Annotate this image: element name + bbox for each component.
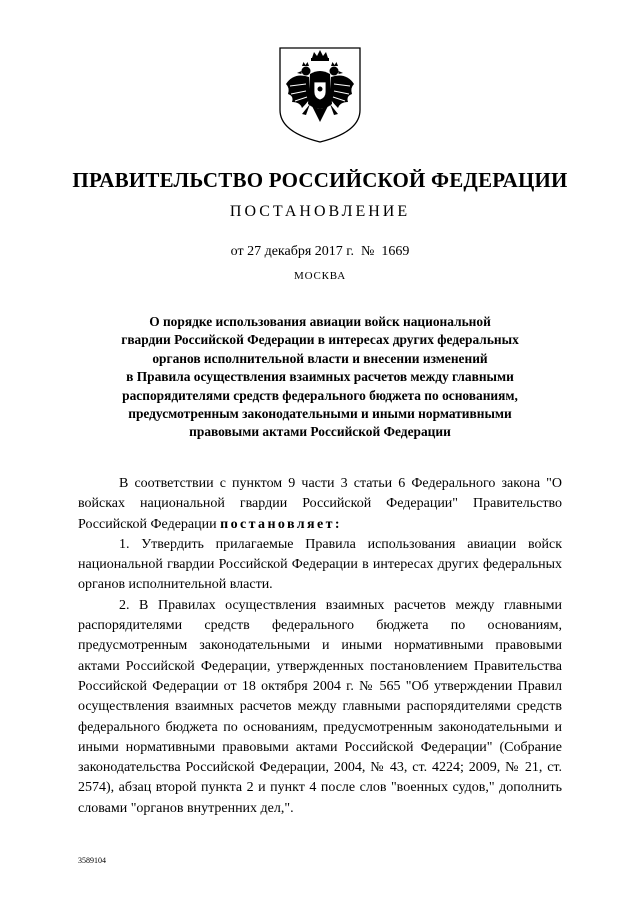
document-date: 27 декабря 2017 г. <box>247 244 354 259</box>
preamble-paragraph <box>78 474 562 535</box>
date-prefix: от <box>230 244 244 259</box>
item-1-paragraph: 1. Утвердить прилагаемые Правила использования авиации войск национальной гвардии Российской Федерации в интересах других федеральных органов исполнительной власти. <box>78 536 562 593</box>
title-line: в Правила осуществления взаимных расчетов между главными <box>126 369 514 385</box>
government-name: ПРАВИТЕЛЬСТВО РОССИЙСКОЙ ФЕДЕРАЦИИ <box>72 168 568 192</box>
document-title <box>90 313 550 442</box>
number-sign: № <box>360 244 375 259</box>
title-line: распорядителями средств федерального бюджета по основаниям, <box>122 387 518 403</box>
title-line: правовыми актами Российской Федерации <box>189 424 451 440</box>
date-line <box>0 244 640 260</box>
document-type: ПОСТАНОВЛЕНИЕ <box>229 203 411 220</box>
footer-code: 3589104 <box>78 856 106 865</box>
title-line: гвардии Российской Федерации в интересах других федеральных <box>121 332 519 348</box>
item-2-paragraph: 2. В Правилах осуществления взаимных расчетов между главными распорядителями средств федерального бюджета по основаниям, предусмотренным законодательными и иными нормативными правовыми актами Российской Федерации, утвержденных постановлением Правительства Российской Федерации от 18 октября 2004 г. № 565 "Об утверждении Правил осуществления взаимных расчетов между главными распорядителями средств федерального бюджета по основаниям, предусмотренным законодательными и иными нормативными правовыми актами Российской Федерации" (Собрание законодательства Российской Федерации, 2004, № 43, ст. 4224; 2009, № 21, ст. 2574), абзац второй пункта 2 и пункт 4 после слов "военных судов," дополнить словами "органов внутренних дел,". <box>78 597 562 816</box>
decree-word: постановляет: <box>220 516 342 532</box>
city: МОСКВА <box>294 270 346 282</box>
title-line: предусмотренным законодательными и иными нормативными <box>128 406 512 422</box>
coat-of-arms-emblem-icon <box>276 44 364 146</box>
title-line: О порядке использования авиации войск национальной <box>149 314 491 329</box>
preamble-text: В соответствии с пунктом 9 части 3 статьи 6 Федерального закона "О войсках национальной гвардии Российской Федерации" Правительство Российской Федерации <box>78 476 562 532</box>
document-number: 1669 <box>381 244 410 259</box>
document-body <box>78 474 562 819</box>
title-line: органов исполнительной власти и внесении изменений <box>152 350 488 366</box>
